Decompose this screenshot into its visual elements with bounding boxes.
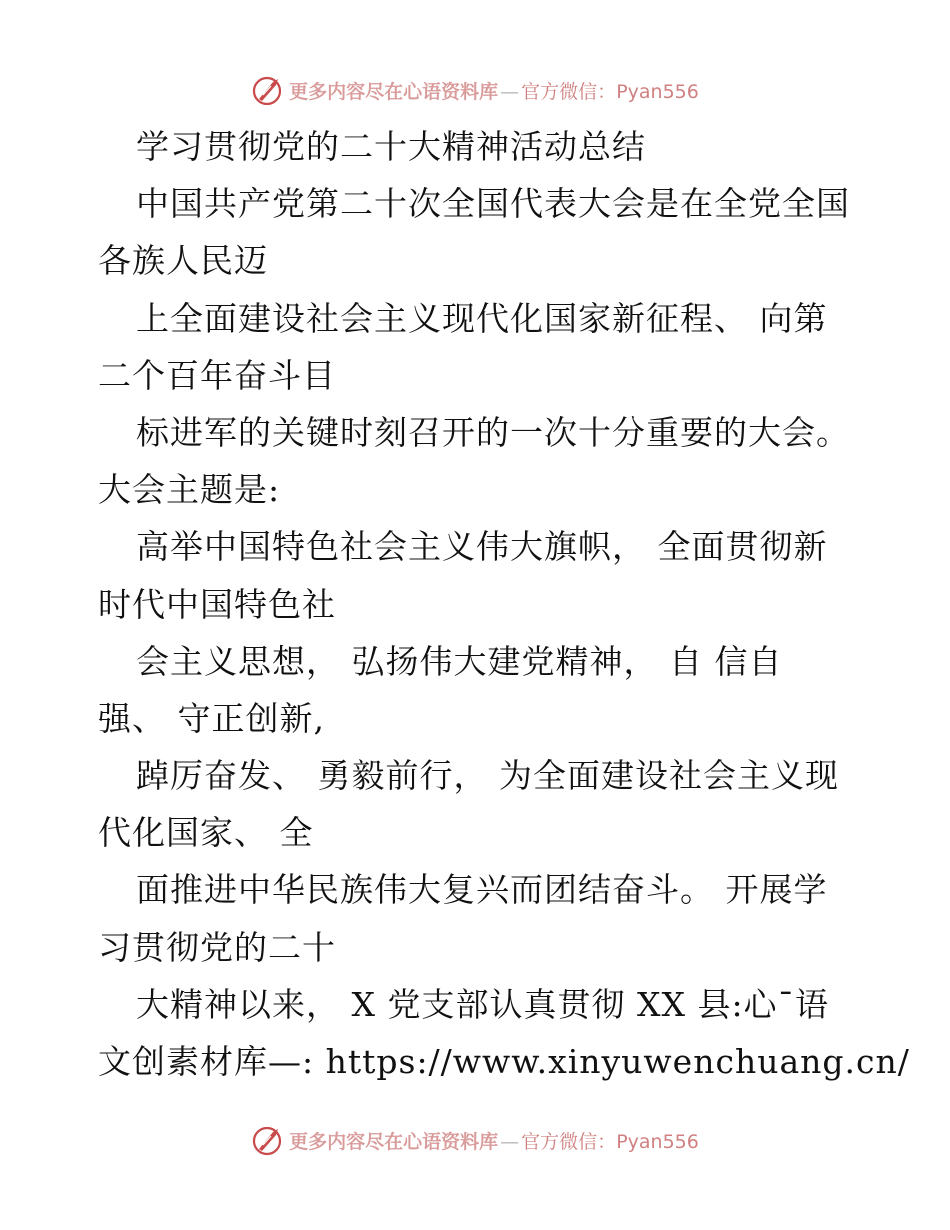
- doc-line: 中国共产党第二十次全国代表大会是在全党全国: [136, 184, 850, 224]
- doc-line: 标进军的关键时刻召开的一次十分重要的大会。: [136, 412, 850, 452]
- watermark-main-text: 更多内容尽在心语资料库: [289, 80, 499, 103]
- watermark-wechat-id: Pyan556: [616, 80, 699, 103]
- watermark-text: [289, 77, 699, 104]
- watermark-main-text: 更多内容尽在心语资料库: [289, 1130, 499, 1153]
- doc-line: 上全面建设社会主义现代化国家新征程、 向第: [136, 298, 828, 338]
- doc-title-line: 学习贯彻党的二十大精神活动总结: [136, 127, 646, 166]
- doc-line: 强、 守正创新,: [98, 698, 325, 738]
- quill-pen-logo-icon: [251, 1123, 285, 1157]
- doc-line: 大会主题是:: [98, 470, 281, 510]
- doc-url-line: 文创素材库—: https://www.xinyuwenchuang.cn/: [98, 1042, 910, 1081]
- watermark-accent-text: 官方微信：: [521, 1130, 617, 1153]
- doc-line: 二个百年奋斗目: [98, 355, 336, 395]
- watermark-separator: —: [500, 80, 520, 103]
- quill-pen-logo-icon: [251, 73, 285, 107]
- doc-line: 踔厉奋发、 勇毅前行， 为全面建设社会主义现: [136, 756, 839, 796]
- watermark-text: [289, 1127, 699, 1154]
- doc-line: 会主义思想， 弘扬伟大建党精神， 自 信自: [136, 641, 783, 681]
- doc-line: 高举中国特色社会主义伟大旗帜， 全面贯彻新: [136, 527, 828, 567]
- watermark-wechat-id: Pyan556: [616, 1130, 699, 1153]
- watermark-banner-top: [0, 70, 950, 110]
- watermark-banner-bottom: [0, 1120, 950, 1160]
- doc-line: 各族人民迈: [98, 241, 268, 281]
- doc-line: 大精神以来， X 党支部认真贯彻 XX 县:心¯语: [136, 984, 830, 1024]
- watermark-separator: —: [500, 1130, 520, 1153]
- document-body: [98, 118, 910, 1090]
- watermark-accent-text: 官方微信：: [521, 80, 617, 103]
- doc-line: 代化国家、 全: [98, 813, 314, 853]
- doc-line: 面推进中华民族伟大复兴而团结奋斗。 开展学: [136, 870, 828, 910]
- doc-line: 习贯彻党的二十: [98, 927, 336, 967]
- doc-line: 时代中国特色社: [98, 584, 336, 624]
